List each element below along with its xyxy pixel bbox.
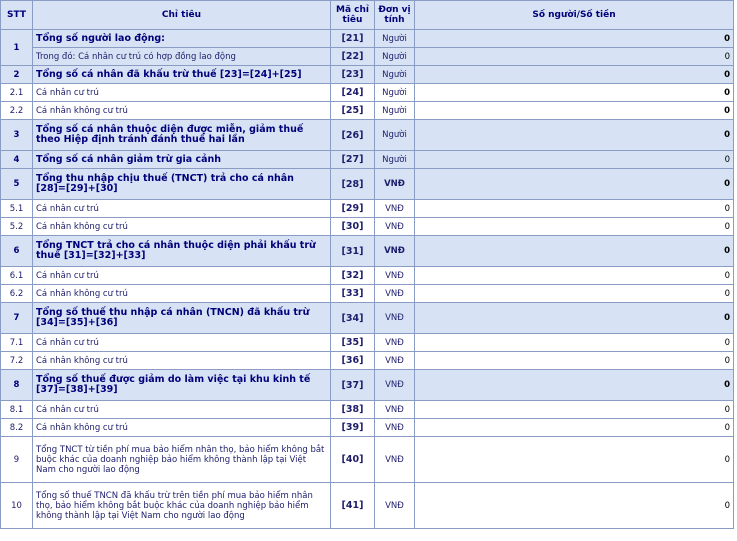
row-desc: Tổng số thuế TNCN đã khấu trừ trên tiền phí mua bảo hiểm nhân thọ, bảo hiểm không bắt buộc khác của doanh nghiệp bảo hiểm không thành lập tại Việt Nam cho người lao động xyxy=(33,483,331,529)
header-stt: STT xyxy=(1,1,33,30)
row-value[interactable]: 0 xyxy=(415,285,734,303)
row-stt: 6.2 xyxy=(1,285,33,303)
row-stt: 5.2 xyxy=(1,218,33,236)
row-value[interactable]: 0 xyxy=(415,66,734,84)
row-stt: 4 xyxy=(1,151,33,169)
row-value[interactable]: 0 xyxy=(415,84,734,102)
row-stt: 5 xyxy=(1,169,33,200)
table-row xyxy=(1,483,734,529)
row-desc: Cá nhân không cư trú xyxy=(33,352,331,370)
row-desc: Tổng số cá nhân thuộc diện được miễn, giảm thuế theo Hiệp định tránh đánh thuế hai lần xyxy=(33,120,331,151)
row-stt: 8.2 xyxy=(1,419,33,437)
row-desc: Cá nhân không cư trú xyxy=(33,102,331,120)
row-value[interactable]: 0 xyxy=(415,151,734,169)
row-unit: VNĐ xyxy=(375,419,415,437)
row-value[interactable]: 0 xyxy=(415,200,734,218)
row-code: [32] xyxy=(331,267,375,285)
table-row xyxy=(1,30,734,48)
table-row xyxy=(1,66,734,84)
row-unit: VNĐ xyxy=(375,303,415,334)
row-unit: VNĐ xyxy=(375,437,415,483)
table-row xyxy=(1,352,734,370)
table-header-row xyxy=(1,1,734,30)
row-desc: Cá nhân không cư trú xyxy=(33,285,331,303)
row-unit: VNĐ xyxy=(375,370,415,401)
row-stt: 10 xyxy=(1,483,33,529)
row-unit: VNĐ xyxy=(375,236,415,267)
row-code: [25] xyxy=(331,102,375,120)
row-desc: Cá nhân cư trú xyxy=(33,84,331,102)
row-value[interactable]: 0 xyxy=(415,169,734,200)
row-code: [28] xyxy=(331,169,375,200)
row-code: [33] xyxy=(331,285,375,303)
row-stt: 1 xyxy=(1,30,33,66)
row-desc: Trong đó: Cá nhân cư trú có hợp đồng lao động xyxy=(33,48,331,66)
row-stt: 2 xyxy=(1,66,33,84)
row-code: [35] xyxy=(331,334,375,352)
row-desc: Cá nhân cư trú xyxy=(33,334,331,352)
table-row xyxy=(1,401,734,419)
row-unit: VNĐ xyxy=(375,200,415,218)
row-unit: Người xyxy=(375,120,415,151)
row-code: [34] xyxy=(331,303,375,334)
table-row xyxy=(1,84,734,102)
row-code: [26] xyxy=(331,120,375,151)
row-desc: Tổng TNCT từ tiền phí mua bảo hiểm nhân thọ, bảo hiểm không bắt buộc khác của doanh nghiệp bảo hiểm không thành lập tại Việt Nam cho người lao động xyxy=(33,437,331,483)
row-unit: Người xyxy=(375,48,415,66)
header-chi-tieu: Chỉ tiêu xyxy=(33,1,331,30)
row-desc: Tổng số cá nhân đã khấu trừ thuế [23]=[24]+[25] xyxy=(33,66,331,84)
row-unit: VNĐ xyxy=(375,401,415,419)
row-desc: Cá nhân không cư trú xyxy=(33,218,331,236)
row-value[interactable]: 0 xyxy=(415,30,734,48)
row-code: [29] xyxy=(331,200,375,218)
row-desc: Cá nhân không cư trú xyxy=(33,419,331,437)
row-value[interactable]: 0 xyxy=(415,370,734,401)
table-row xyxy=(1,102,734,120)
row-code: [23] xyxy=(331,66,375,84)
row-desc: Cá nhân cư trú xyxy=(33,401,331,419)
row-desc: Tổng số thuế thu nhập cá nhân (TNCN) đã khấu trừ [34]=[35]+[36] xyxy=(33,303,331,334)
table-row xyxy=(1,236,734,267)
row-code: [40] xyxy=(331,437,375,483)
table-row xyxy=(1,285,734,303)
table-row xyxy=(1,48,734,66)
row-unit: Người xyxy=(375,84,415,102)
row-unit: Người xyxy=(375,151,415,169)
row-value[interactable]: 0 xyxy=(415,437,734,483)
row-code: [38] xyxy=(331,401,375,419)
table-row xyxy=(1,334,734,352)
row-desc: Tổng số thuế được giảm do làm việc tại khu kinh tế [37]=[38]+[39] xyxy=(33,370,331,401)
row-unit: VNĐ xyxy=(375,169,415,200)
row-code: [37] xyxy=(331,370,375,401)
row-code: [31] xyxy=(331,236,375,267)
row-unit: Người xyxy=(375,66,415,84)
row-desc: Tổng số người lao động: xyxy=(33,30,331,48)
table-row xyxy=(1,120,734,151)
row-code: [27] xyxy=(331,151,375,169)
row-code: [41] xyxy=(331,483,375,529)
row-code: [22] xyxy=(331,48,375,66)
row-value[interactable]: 0 xyxy=(415,102,734,120)
row-unit: VNĐ xyxy=(375,352,415,370)
row-value[interactable]: 0 xyxy=(415,236,734,267)
row-desc: Cá nhân cư trú xyxy=(33,267,331,285)
row-stt: 7 xyxy=(1,303,33,334)
table-row xyxy=(1,151,734,169)
row-stt: 8 xyxy=(1,370,33,401)
row-code: [21] xyxy=(331,30,375,48)
table-row xyxy=(1,169,734,200)
row-stt: 7.2 xyxy=(1,352,33,370)
table-row xyxy=(1,218,734,236)
row-value[interactable]: 0 xyxy=(415,334,734,352)
row-value[interactable]: 0 xyxy=(415,303,734,334)
row-desc: Tổng số cá nhân giảm trừ gia cảnh xyxy=(33,151,331,169)
row-stt: 2.1 xyxy=(1,84,33,102)
row-unit: Người xyxy=(375,30,415,48)
row-value[interactable]: 0 xyxy=(415,419,734,437)
row-desc: Tổng thu nhập chịu thuế (TNCT) trả cho cá nhân [28]=[29]+[30] xyxy=(33,169,331,200)
row-stt: 6 xyxy=(1,236,33,267)
row-code: [30] xyxy=(331,218,375,236)
table-row xyxy=(1,370,734,401)
row-value[interactable]: 0 xyxy=(415,483,734,529)
header-so-nguoi-so-tien: Số người/Số tiền xyxy=(415,1,734,30)
row-value[interactable]: 0 xyxy=(415,401,734,419)
row-value[interactable]: 0 xyxy=(415,120,734,151)
row-stt: 6.1 xyxy=(1,267,33,285)
table-row xyxy=(1,200,734,218)
row-value[interactable]: 0 xyxy=(415,218,734,236)
row-unit: Người xyxy=(375,102,415,120)
header-don-vi-tinh: Đơn vị tính xyxy=(375,1,415,30)
row-code: [36] xyxy=(331,352,375,370)
row-unit: VNĐ xyxy=(375,285,415,303)
table-row xyxy=(1,267,734,285)
row-unit: VNĐ xyxy=(375,218,415,236)
row-value[interactable]: 0 xyxy=(415,267,734,285)
row-stt: 7.1 xyxy=(1,334,33,352)
row-desc: Cá nhân cư trú xyxy=(33,200,331,218)
row-value[interactable]: 0 xyxy=(415,352,734,370)
row-value[interactable]: 0 xyxy=(415,48,734,66)
row-stt: 8.1 xyxy=(1,401,33,419)
row-unit: VNĐ xyxy=(375,267,415,285)
row-stt: 5.1 xyxy=(1,200,33,218)
row-code: [39] xyxy=(331,419,375,437)
row-unit: VNĐ xyxy=(375,483,415,529)
row-stt: 9 xyxy=(1,437,33,483)
row-stt: 3 xyxy=(1,120,33,151)
row-desc: Tổng TNCT trả cho cá nhân thuộc diện phải khấu trừ thuế [31]=[32]+[33] xyxy=(33,236,331,267)
table-row xyxy=(1,437,734,483)
row-code: [24] xyxy=(331,84,375,102)
row-unit: VNĐ xyxy=(375,334,415,352)
table-row xyxy=(1,419,734,437)
table-row xyxy=(1,303,734,334)
row-stt: 2.2 xyxy=(1,102,33,120)
header-ma-chi-tieu: Mã chỉ tiêu xyxy=(331,1,375,30)
